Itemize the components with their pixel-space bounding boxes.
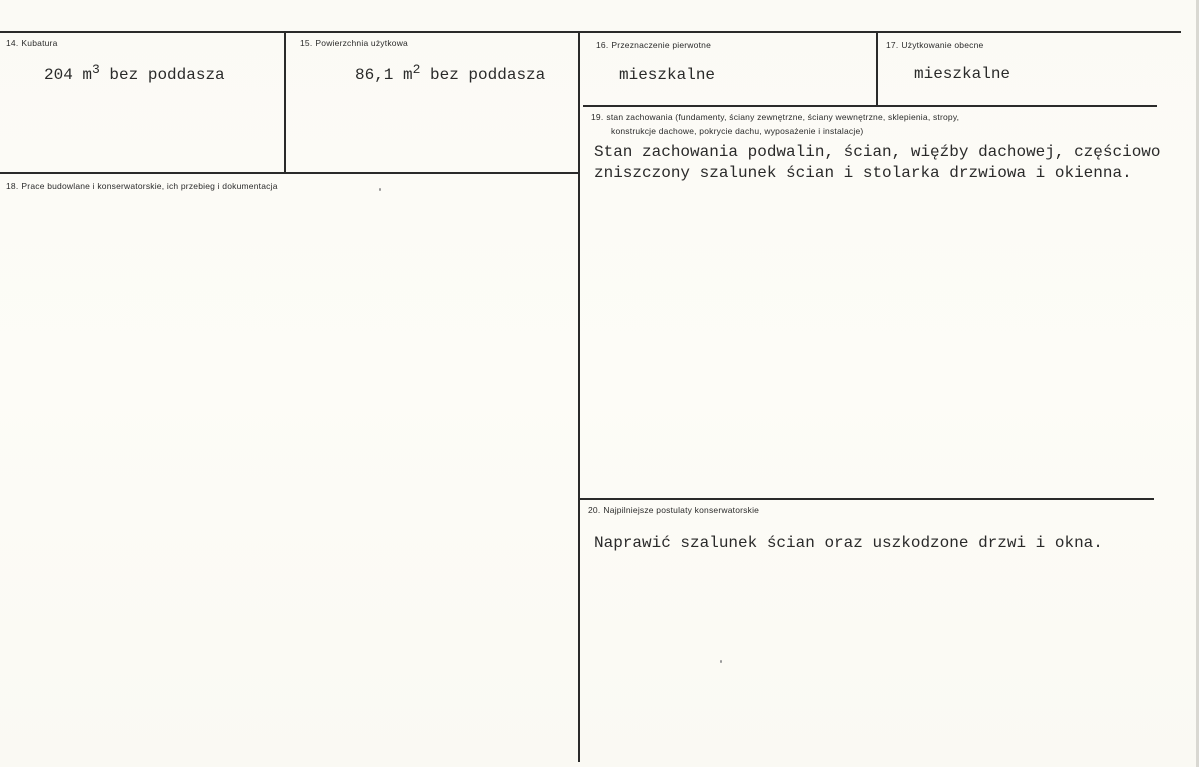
field-20-text: Naprawić szalunek ścian oraz uszkodzone drzwi i okna. <box>594 534 1103 552</box>
divider-left-right <box>578 32 580 762</box>
field-14-value: 204 $m^3$ bez poddasza <box>44 62 225 84</box>
field-19-text-line2: zniszczony szalunek ścian i stolarka drzwiowa i okienna. <box>594 164 1132 182</box>
field-16-value: mieszkalne <box>619 66 716 84</box>
field-17-value: mieszkalne <box>914 65 1011 83</box>
rule-under-16-17 <box>583 105 1157 107</box>
field-15-label: 15. Powierzchnia użytkowa <box>300 38 408 48</box>
paper-speck <box>720 660 722 663</box>
field-19-label-cont: konstrukcje dachowe, pokrycie dachu, wyposażenie i instalacje) <box>611 126 864 136</box>
field-17-label: 17. Użytkowanie obecne <box>886 40 984 50</box>
field-15-value: 86,1 $m^2$ bez poddasza <box>355 62 546 84</box>
divider-16-17 <box>876 32 878 106</box>
field-18-label: 18. Prace budowlane i konserwatorskie, ich przebieg i dokumentacja <box>6 181 278 191</box>
field-19-label: 19. stan zachowania (fundamenty, ściany zewnętrzne, ściany wewnętrzne, sklepienia, stropy, <box>591 112 960 122</box>
divider-14-15 <box>284 32 286 172</box>
field-20-label: 20. Najpilniejsze postulaty konserwatorskie <box>588 505 760 515</box>
field-14-label: 14. Kubatura <box>6 38 58 48</box>
paper-speck <box>379 188 381 191</box>
field-19-text-line1: Stan zachowania podwalin, ścian, więźby dachowej, częściowo <box>594 143 1161 161</box>
top-rule <box>0 31 1181 33</box>
rule-above-20 <box>578 498 1154 500</box>
field-16-label: 16. Przeznaczenie pierwotne <box>596 40 711 50</box>
rule-under-14-15 <box>0 172 580 174</box>
